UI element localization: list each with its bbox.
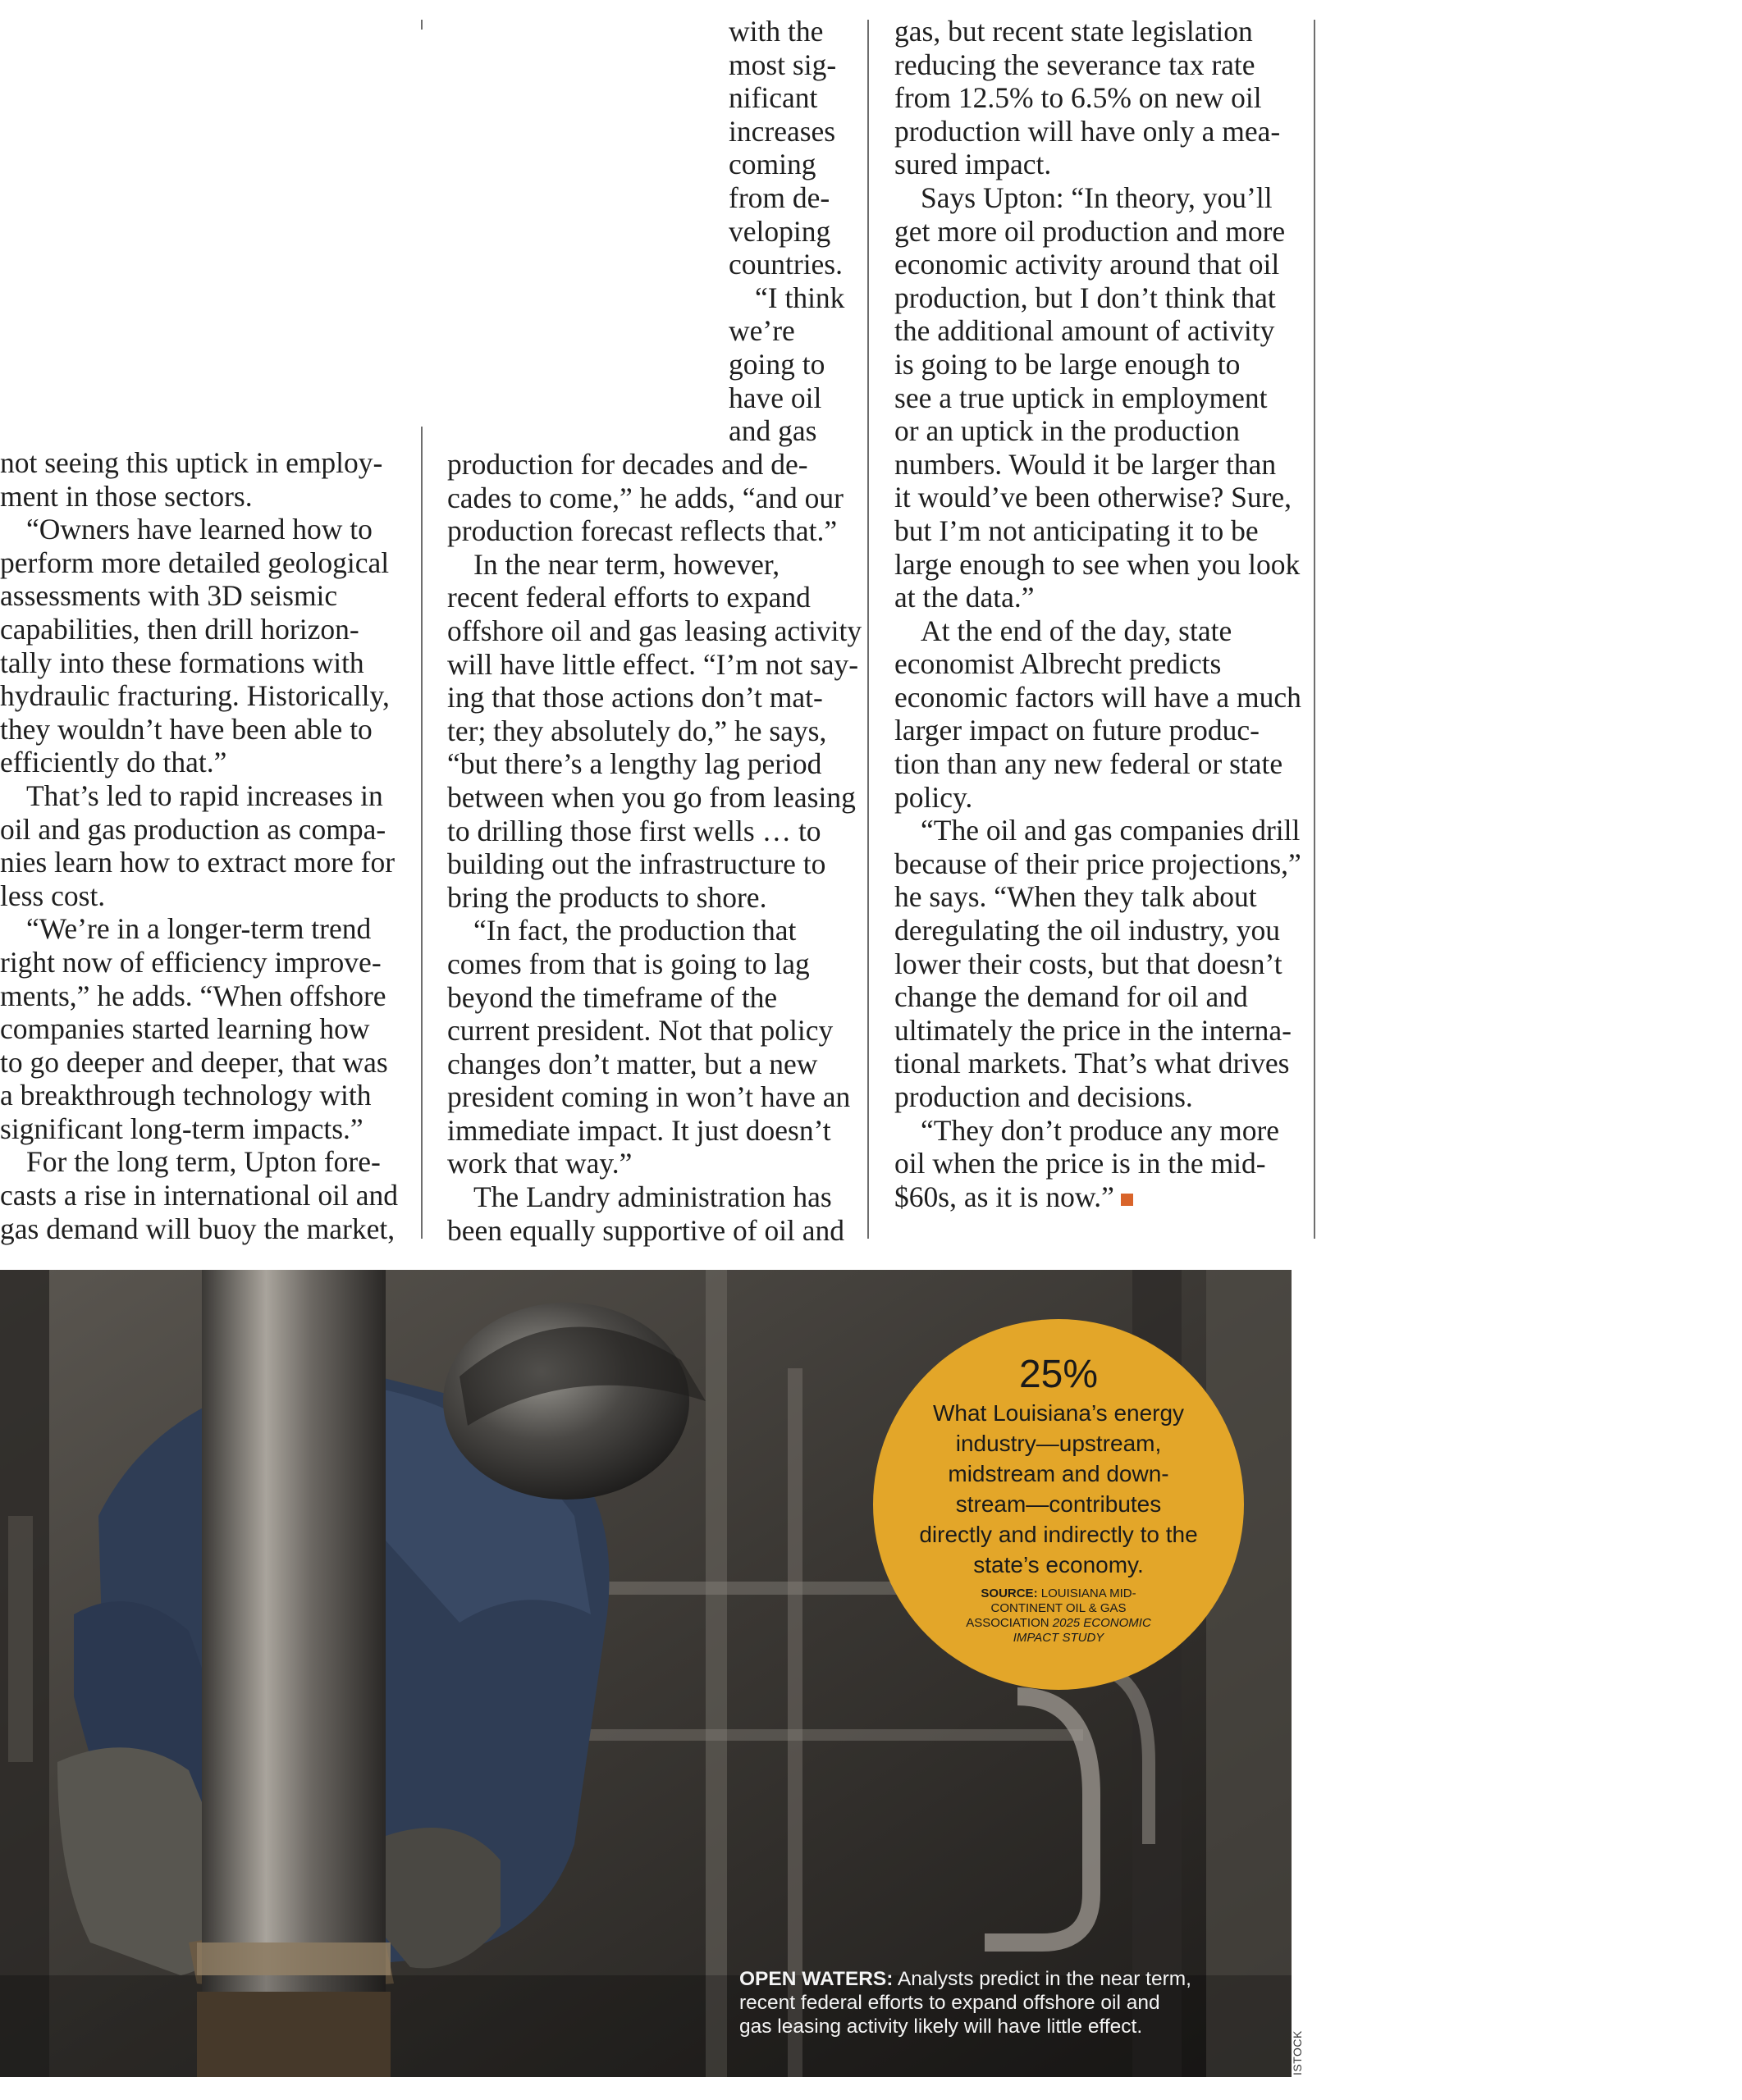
article-line: ment in those sectors. bbox=[0, 479, 253, 513]
article-line: they wouldn’t have been able to bbox=[0, 712, 373, 746]
article-line: comes from that is going to lag bbox=[447, 947, 810, 980]
article-line: beyond the timeframe of the bbox=[447, 980, 778, 1014]
end-of-article-mark bbox=[1121, 1194, 1133, 1206]
article-line: immediate impact. It just doesn’t bbox=[447, 1113, 831, 1147]
article-line: tion than any new federal or state bbox=[894, 747, 1283, 781]
caption-line-2: recent federal efforts to expand offshore oil and bbox=[739, 1992, 1160, 2014]
article-line: he says. “When they talk about bbox=[894, 880, 1257, 914]
article-line: see a true uptick in employment bbox=[894, 381, 1268, 414]
article-column-2 bbox=[447, 448, 862, 1247]
article-line: hydraulic fracturing. Historically, bbox=[0, 679, 390, 713]
article-line: assessments with 3D seismic bbox=[0, 579, 338, 613]
article-line: but I’m not anticipating it to be bbox=[894, 514, 1259, 547]
article-line: less cost. bbox=[0, 879, 106, 912]
article-line: gas, but recent state legislation bbox=[894, 15, 1253, 48]
article-line: work that way.” bbox=[447, 1147, 633, 1180]
article-line: casts a rise in international oil and bbox=[0, 1179, 399, 1212]
article-line: economist Albrecht predicts bbox=[894, 647, 1222, 681]
caption-label: OPEN WATERS: bbox=[739, 1968, 894, 1990]
article-line: to go deeper and deeper, that was bbox=[0, 1045, 388, 1079]
article-line: For the long term, Upton fore- bbox=[26, 1145, 381, 1179]
article-line: oil when the price is in the mid- bbox=[894, 1147, 1266, 1180]
article-line: it would’ve been otherwise? Sure, bbox=[894, 481, 1292, 514]
article-line: coming bbox=[729, 148, 816, 181]
caption-line-1 bbox=[739, 1967, 1232, 1991]
article-line: production forecast reflects that.” bbox=[447, 514, 838, 548]
caption-line-3: gas leasing activity likely will have little effect. bbox=[739, 2016, 1143, 2038]
article-line: “Owners have learned how to bbox=[26, 513, 373, 546]
column-rule-top-short bbox=[421, 20, 423, 30]
article-line: “They don’t produce any more bbox=[921, 1113, 1280, 1147]
article-line: production, but I don’t think that bbox=[894, 281, 1276, 314]
stat-source-study: 2025 ECONOMIC IMPACT STUDY bbox=[1013, 1616, 1151, 1645]
article-column-1 bbox=[0, 446, 398, 1245]
article-line: will have little effect. “I’m not say- bbox=[447, 647, 859, 681]
article-line: larger impact on future produc- bbox=[894, 714, 1260, 747]
article-line: countries. bbox=[729, 248, 844, 281]
article-line: with the bbox=[729, 15, 824, 48]
article-line: and gas bbox=[729, 414, 817, 448]
article-line: That’s led to rapid increases in bbox=[26, 778, 383, 812]
article-line: “In fact, the production that bbox=[473, 914, 797, 947]
article-line: get more oil production and more bbox=[894, 214, 1286, 248]
stat-description: What Louisiana’s energy industry—upstream, midstream and down-stream—contributes directly and indirectly to the state’s economy. bbox=[919, 1400, 1198, 1577]
article-line: nificant bbox=[729, 81, 818, 115]
article-line: companies started learning how bbox=[0, 1012, 370, 1046]
article-line: “The oil and gas companies drill bbox=[921, 814, 1301, 847]
article-line: gas demand will buoy the market, bbox=[0, 1212, 395, 1245]
stat-source-label: SOURCE: bbox=[981, 1586, 1038, 1600]
article-line: bring the products to shore. bbox=[447, 880, 767, 914]
column-rule-3 bbox=[1314, 20, 1315, 1239]
article-line: efficiently do that.” bbox=[0, 746, 227, 779]
article-line: “but there’s a lengthy lag period bbox=[447, 747, 822, 781]
article-line: right now of efficiency improve- bbox=[0, 945, 382, 979]
article-line: is going to be large enough to bbox=[894, 347, 1241, 381]
article-line: building out the infrastructure to bbox=[447, 847, 826, 881]
column-rule-1 bbox=[421, 427, 423, 1239]
article-line: capabilities, then drill horizon- bbox=[0, 612, 359, 646]
article-line: between when you go from leasing bbox=[447, 780, 856, 814]
article-line: changes don’t matter, but a new bbox=[447, 1047, 818, 1080]
article-line: sured impact. bbox=[894, 148, 1052, 181]
article-line: or an uptick in the production bbox=[894, 414, 1240, 448]
article-line: perform more detailed geological bbox=[0, 546, 390, 579]
photo-caption bbox=[739, 1967, 1232, 2038]
article-line: from de- bbox=[729, 180, 830, 214]
article-line: because of their price projections,” bbox=[894, 847, 1301, 880]
article-line: production for decades and de- bbox=[447, 448, 808, 481]
article-line: $60s, as it is now.” bbox=[894, 1180, 1301, 1214]
article-line: we’re bbox=[729, 314, 795, 348]
stat-callout-circle bbox=[873, 1319, 1244, 1690]
article-line: veloping bbox=[729, 214, 831, 248]
stat-source-org: LOUISIANA MID-CONTINENT OIL & GAS ASSOCIATION bbox=[966, 1586, 1136, 1630]
article-line: from 12.5% to 6.5% on new oil bbox=[894, 81, 1262, 115]
caption-text-1: Analysts predict in the near term, bbox=[897, 1968, 1191, 1990]
article-line: the additional amount of activity bbox=[894, 314, 1275, 348]
article-line: reducing the severance tax rate bbox=[894, 48, 1255, 81]
article-line: going to bbox=[729, 347, 825, 381]
article-line: to drilling those first wells … to bbox=[447, 814, 821, 847]
article-line: have oil bbox=[729, 381, 822, 414]
article-line: production will have only a mea- bbox=[894, 114, 1281, 148]
column-rule-2 bbox=[867, 20, 869, 1239]
article-line: production and decisions. bbox=[894, 1080, 1193, 1113]
article-line: ing that those actions don’t mat- bbox=[447, 681, 823, 714]
article-line: nies learn how to extract more for bbox=[0, 846, 395, 879]
article-line: economic factors will have a much bbox=[894, 680, 1301, 714]
article-column-2-narrow bbox=[729, 15, 844, 448]
article-line: a breakthrough technology with bbox=[0, 1079, 372, 1112]
article-line: ments,” he adds. “When offshore bbox=[0, 979, 386, 1012]
article-line: not seeing this uptick in employ- bbox=[0, 446, 383, 479]
article-line: current president. Not that policy bbox=[447, 1014, 834, 1048]
article-line: oil and gas production as compa- bbox=[0, 812, 386, 846]
article-line: In the near term, however, bbox=[473, 547, 780, 581]
article-line: lower their costs, but that doesn’t bbox=[894, 947, 1282, 980]
article-line: been equally supportive of oil and bbox=[447, 1213, 845, 1247]
article-line: change the demand for oil and bbox=[894, 980, 1248, 1014]
photo-credit: ISTOCK bbox=[1291, 2030, 1304, 2075]
stat-value: 25% bbox=[1018, 1353, 1099, 1396]
article-line: At the end of the day, state bbox=[921, 614, 1232, 647]
article-line: “I think bbox=[755, 281, 845, 314]
article-line: deregulating the oil industry, you bbox=[894, 914, 1280, 947]
article-line: The Landry administration has bbox=[473, 1180, 832, 1214]
article-line: ultimately the price in the interna- bbox=[894, 1013, 1292, 1047]
article-line: at the data.” bbox=[894, 581, 1035, 614]
article-line: Says Upton: “In theory, you’ll bbox=[921, 180, 1273, 214]
article-line: ter; they absolutely do,” he says, bbox=[447, 714, 827, 747]
article-line: large enough to see when you look bbox=[894, 547, 1301, 581]
article-line: offshore oil and gas leasing activity bbox=[447, 614, 862, 647]
article-line: numbers. Would it be larger than bbox=[894, 447, 1277, 481]
article-column-3 bbox=[894, 15, 1301, 1213]
stat-source bbox=[955, 1586, 1162, 1646]
article-line: tally into these formations with bbox=[0, 646, 364, 679]
article-line: significant long-term impacts.” bbox=[0, 1112, 363, 1145]
article-line: tional markets. That’s what drives bbox=[894, 1047, 1290, 1080]
article-line: policy. bbox=[894, 780, 973, 814]
article-line: cades to come,” he adds, “and our bbox=[447, 481, 844, 514]
article-line: most sig- bbox=[729, 48, 837, 81]
article-line: president coming in won’t have an bbox=[447, 1080, 851, 1114]
article-line: “We’re in a longer-term trend bbox=[26, 912, 372, 946]
article-line: recent federal efforts to expand bbox=[447, 581, 811, 614]
article-line: increases bbox=[729, 114, 836, 148]
article-line: economic activity around that oil bbox=[894, 248, 1280, 281]
